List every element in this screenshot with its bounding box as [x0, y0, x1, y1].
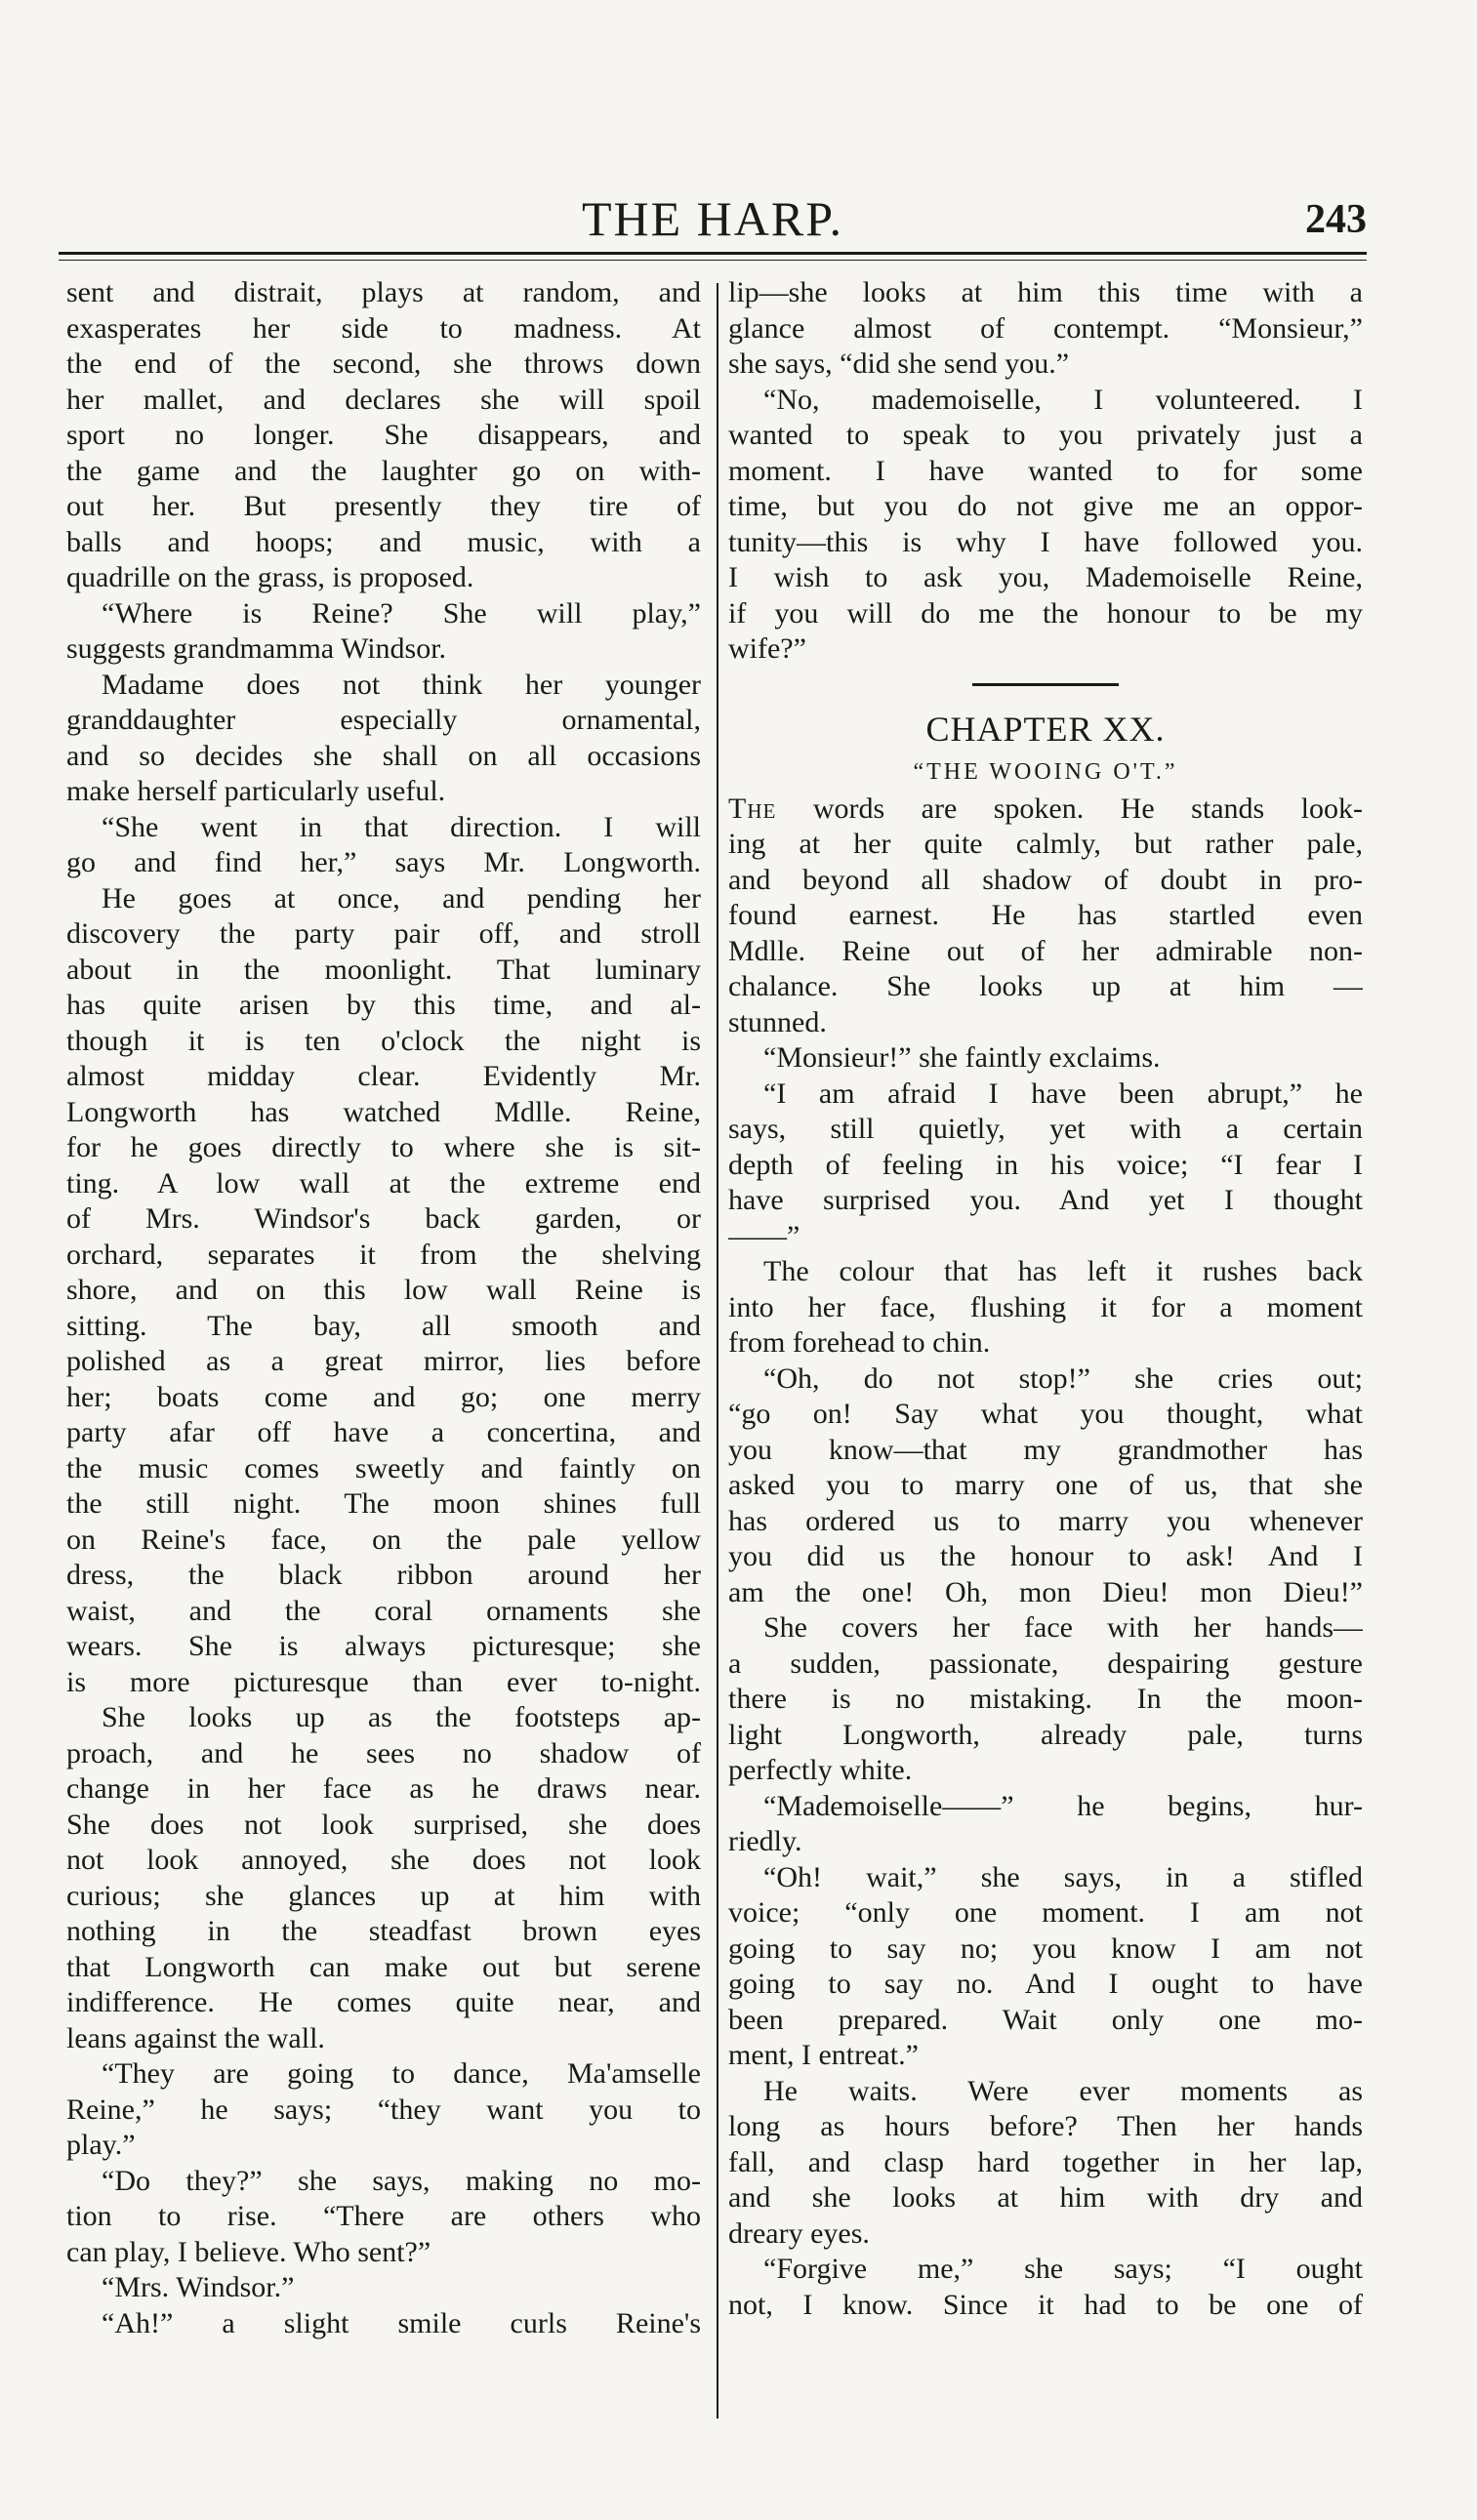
text-line: He goes at once, and pending her — [102, 881, 701, 915]
text-line: wife?” — [728, 632, 806, 665]
text-line: lip—she looks at him this time with a — [728, 276, 1363, 308]
text-line: Mdlle. Reine out of her admirable non- — [728, 934, 1363, 967]
text-line: a sudden, passionate, despairing gesture — [728, 1646, 1363, 1680]
text-line: am the one! Oh, mon Dieu! mon Dieu!” — [728, 1575, 1363, 1608]
text-line: been prepared. Wait only one mo- — [728, 2003, 1363, 2036]
text-line: shore, and on this low wall Reine is — [66, 1274, 701, 1306]
text-line: “go on! Say what you thought, what — [728, 1398, 1363, 1430]
text-line: on Reine's face, on the pale yellow — [66, 1523, 701, 1556]
text-line: asked you to marry one of us, that she — [728, 1469, 1363, 1501]
text-line: party afar off have a concertina, and — [66, 1416, 701, 1448]
chapter-title: CHAPTER XX. — [925, 709, 1166, 749]
text-line: “Oh, do not stop!” she cries out; — [763, 1362, 1363, 1395]
text-line: not, I know. Since it had to be one of — [728, 2288, 1363, 2321]
text-line: “Monsieur!” she faintly exclaims. — [763, 1041, 1161, 1074]
text-line: She does not look surprised, she does — [66, 1808, 701, 1841]
text-line: for he goes directly to where she is sit- — [66, 1131, 701, 1163]
text-line: dress, the black ribbon around her — [66, 1559, 701, 1591]
chapter-separator-rule — [972, 683, 1119, 686]
text-line: granddaughter especially ornamental, — [66, 704, 701, 736]
text-line: nothing in the steadfast brown eyes — [66, 1915, 701, 1947]
text-line: suggests grandmamma Windsor. — [66, 632, 447, 665]
header-rule-thick — [59, 252, 1367, 255]
text-line: ing at her quite calmly, but rather pale, — [728, 828, 1363, 860]
text-line: quadrille on the grass, is proposed. — [66, 561, 474, 593]
text-line: moment. I have wanted to for some — [728, 454, 1363, 487]
text-line: sitting. The bay, all smooth and — [66, 1309, 701, 1342]
text-line: says, still quietly, yet with a certain — [728, 1113, 1363, 1145]
text-line: depth of feeling in his voice; “I fear I — [728, 1148, 1363, 1181]
text-line: has quite arisen by this time, and al- — [66, 989, 701, 1021]
text-line: “She went in that direction. I will — [102, 810, 701, 843]
page-number: 243 — [1305, 197, 1367, 242]
right-column — [728, 275, 1363, 2323]
text-line: balls and hoops; and music, with a — [66, 525, 701, 558]
text-line: Reine,” he says; “they want you to — [66, 2093, 701, 2126]
right-column-body-text — [728, 827, 1363, 2323]
text-line: perfectly white. — [728, 1754, 913, 1786]
text-line: “Mademoiselle——” he begins, hur- — [763, 1789, 1363, 1822]
text-line: She covers her face with her hands— — [763, 1611, 1363, 1644]
chapter-subtitle: “THE WOOING O'T.” — [913, 758, 1178, 785]
text-line: proach, and he sees no shadow of — [66, 1736, 701, 1769]
text-line: is more picturesque than ever to-night. — [66, 1665, 701, 1698]
text-line: “Oh! wait,” she says, in a stifled — [763, 1860, 1363, 1893]
text-line: though it is ten o'clock the night is — [66, 1024, 701, 1057]
text-line: “Do they?” she says, making no mo- — [102, 2164, 701, 2197]
text-line: about in the moonlight. That luminary — [66, 953, 701, 986]
text-line: almost midday clear. Evidently Mr. — [66, 1060, 701, 1092]
page-header — [59, 190, 1367, 249]
text-line: found earnest. He has startled even — [728, 899, 1363, 931]
text-line: waist, and the coral ornaments she — [66, 1594, 701, 1627]
chapter-first-line-rest: words are spoken. He stands look- — [776, 792, 1363, 825]
text-line: tunity—this is why I have followed you. — [728, 525, 1363, 558]
chapter-first-word: The — [728, 792, 777, 825]
text-line: exasperates her side to madness. At — [66, 311, 701, 345]
text-line: sport no longer. She disappears, and — [66, 419, 701, 451]
text-line: riedly. — [728, 1825, 802, 1857]
text-line: leans against the wall. — [66, 2021, 325, 2054]
text-line: that Longworth can make out but serene — [66, 1950, 701, 1983]
text-line: fall, and clasp hard together in her lap, — [728, 2145, 1363, 2178]
text-line: not look annoyed, she does not look — [66, 1844, 701, 1876]
text-line: ting. A low wall at the extreme end — [66, 1166, 701, 1199]
text-line: if you will do me the honour to be my — [728, 596, 1363, 630]
text-line: change in her face as he draws near. — [66, 1772, 701, 1805]
text-line: voice; “only one moment. I am not — [728, 1896, 1363, 1929]
text-line: orchard, separates it from the shelving — [66, 1238, 701, 1271]
text-line: can play, I believe. Who sent?” — [66, 2235, 431, 2268]
right-column-top-text — [728, 275, 1363, 668]
header-rule-thin — [59, 260, 1367, 261]
text-line: her; boats come and go; one merry — [66, 1380, 701, 1413]
text-line: you did us the honour to ask! And I — [728, 1540, 1363, 1572]
text-line: light Longworth, already pale, turns — [728, 1718, 1363, 1751]
text-line: out her. But presently they tire of — [66, 490, 701, 522]
text-line: polished as a great mirror, lies before — [66, 1345, 701, 1377]
text-line: The colour that has left it rushes back — [763, 1255, 1363, 1287]
text-line: She looks up as the footsteps ap- — [102, 1701, 701, 1733]
text-line: into her face, flushing it for a moment — [728, 1290, 1363, 1323]
text-line: curious; she glances up at him with — [66, 1879, 701, 1912]
text-line: sent and distrait, plays at random, and — [66, 276, 701, 308]
text-line: dreary eyes. — [728, 2216, 870, 2250]
text-line: discovery the party pair off, and stroll — [66, 917, 701, 950]
text-line: the still night. The moon shines full — [66, 1487, 701, 1520]
text-line: stunned. — [728, 1005, 827, 1038]
text-line: and so decides she shall on all occasions — [66, 739, 701, 772]
text-line: ment, I entreat.” — [728, 2039, 919, 2071]
text-line: you know—that my grandmother has — [728, 1433, 1363, 1466]
text-line: “I am afraid I have been abrupt,” he — [763, 1077, 1363, 1110]
text-line: “Forgive me,” she says; “I ought — [763, 2253, 1363, 2285]
left-column — [66, 275, 701, 2341]
text-line: Longworth has watched Mdlle. Reine, — [66, 1095, 701, 1128]
text-line: long as hours before? Then her hands — [728, 2110, 1363, 2142]
text-line: going to say no. And I ought to have — [728, 1968, 1363, 2000]
text-line: make herself particularly useful. — [66, 775, 446, 807]
text-line: “No, mademoiselle, I volunteered. I — [763, 383, 1363, 416]
text-line: she says, “did she send you.” — [728, 347, 1070, 380]
text-line: glance almost of contempt. “Monsieur,” — [728, 311, 1363, 345]
text-line: ——” — [728, 1219, 800, 1252]
text-line: the music comes sweetly and faintly on — [66, 1451, 701, 1484]
text-line: has ordered us to marry you whenever — [728, 1504, 1363, 1537]
text-line: and beyond all shadow of doubt in pro- — [728, 863, 1363, 896]
column-divider — [717, 283, 718, 2418]
text-line: I wish to ask you, Mademoiselle Reine, — [728, 561, 1363, 593]
text-line: her mallet, and declares she will spoil — [66, 383, 701, 416]
text-line: time, but you do not give me an oppor- — [728, 490, 1363, 522]
text-line: “Mrs. Windsor.” — [102, 2271, 295, 2303]
text-line: “Ah!” a slight smile curls Reine's — [102, 2306, 701, 2339]
text-line: Madame does not think her younger — [102, 668, 701, 701]
text-line: play.” — [66, 2129, 136, 2161]
text-line: wanted to speak to you privately just a — [728, 419, 1363, 451]
running-title: THE HARP. — [581, 191, 844, 246]
text-line: the game and the laughter go on with- — [66, 454, 701, 487]
text-line: He waits. Were ever moments as — [763, 2074, 1363, 2107]
text-line: the end of the second, she throws down — [66, 347, 701, 380]
text-line: going to say no; you know I am not — [728, 1931, 1363, 1965]
text-line: of Mrs. Windsor's back garden, or — [66, 1202, 701, 1235]
text-line: from forehead to chin. — [728, 1326, 991, 1359]
chapter-first-line — [728, 792, 1363, 828]
text-line: chalance. She looks up at him — — [728, 970, 1363, 1002]
text-line: go and find her,” says Mr. Longworth. — [66, 846, 701, 878]
text-line: tion to rise. “There are others who — [66, 2200, 701, 2232]
text-line: “They are going to dance, Ma'amselle — [102, 2057, 701, 2090]
text-line: have surprised you. And yet I thought — [728, 1184, 1363, 1216]
text-line: indifference. He comes quite near, and — [66, 1986, 701, 2018]
text-line: and she looks at him with dry and — [728, 2181, 1363, 2214]
text-line: “Where is Reine? She will play,” — [102, 596, 701, 630]
text-line: there is no mistaking. In the moon- — [728, 1683, 1363, 1715]
text-line: wears. She is always picturesque; she — [66, 1630, 701, 1662]
